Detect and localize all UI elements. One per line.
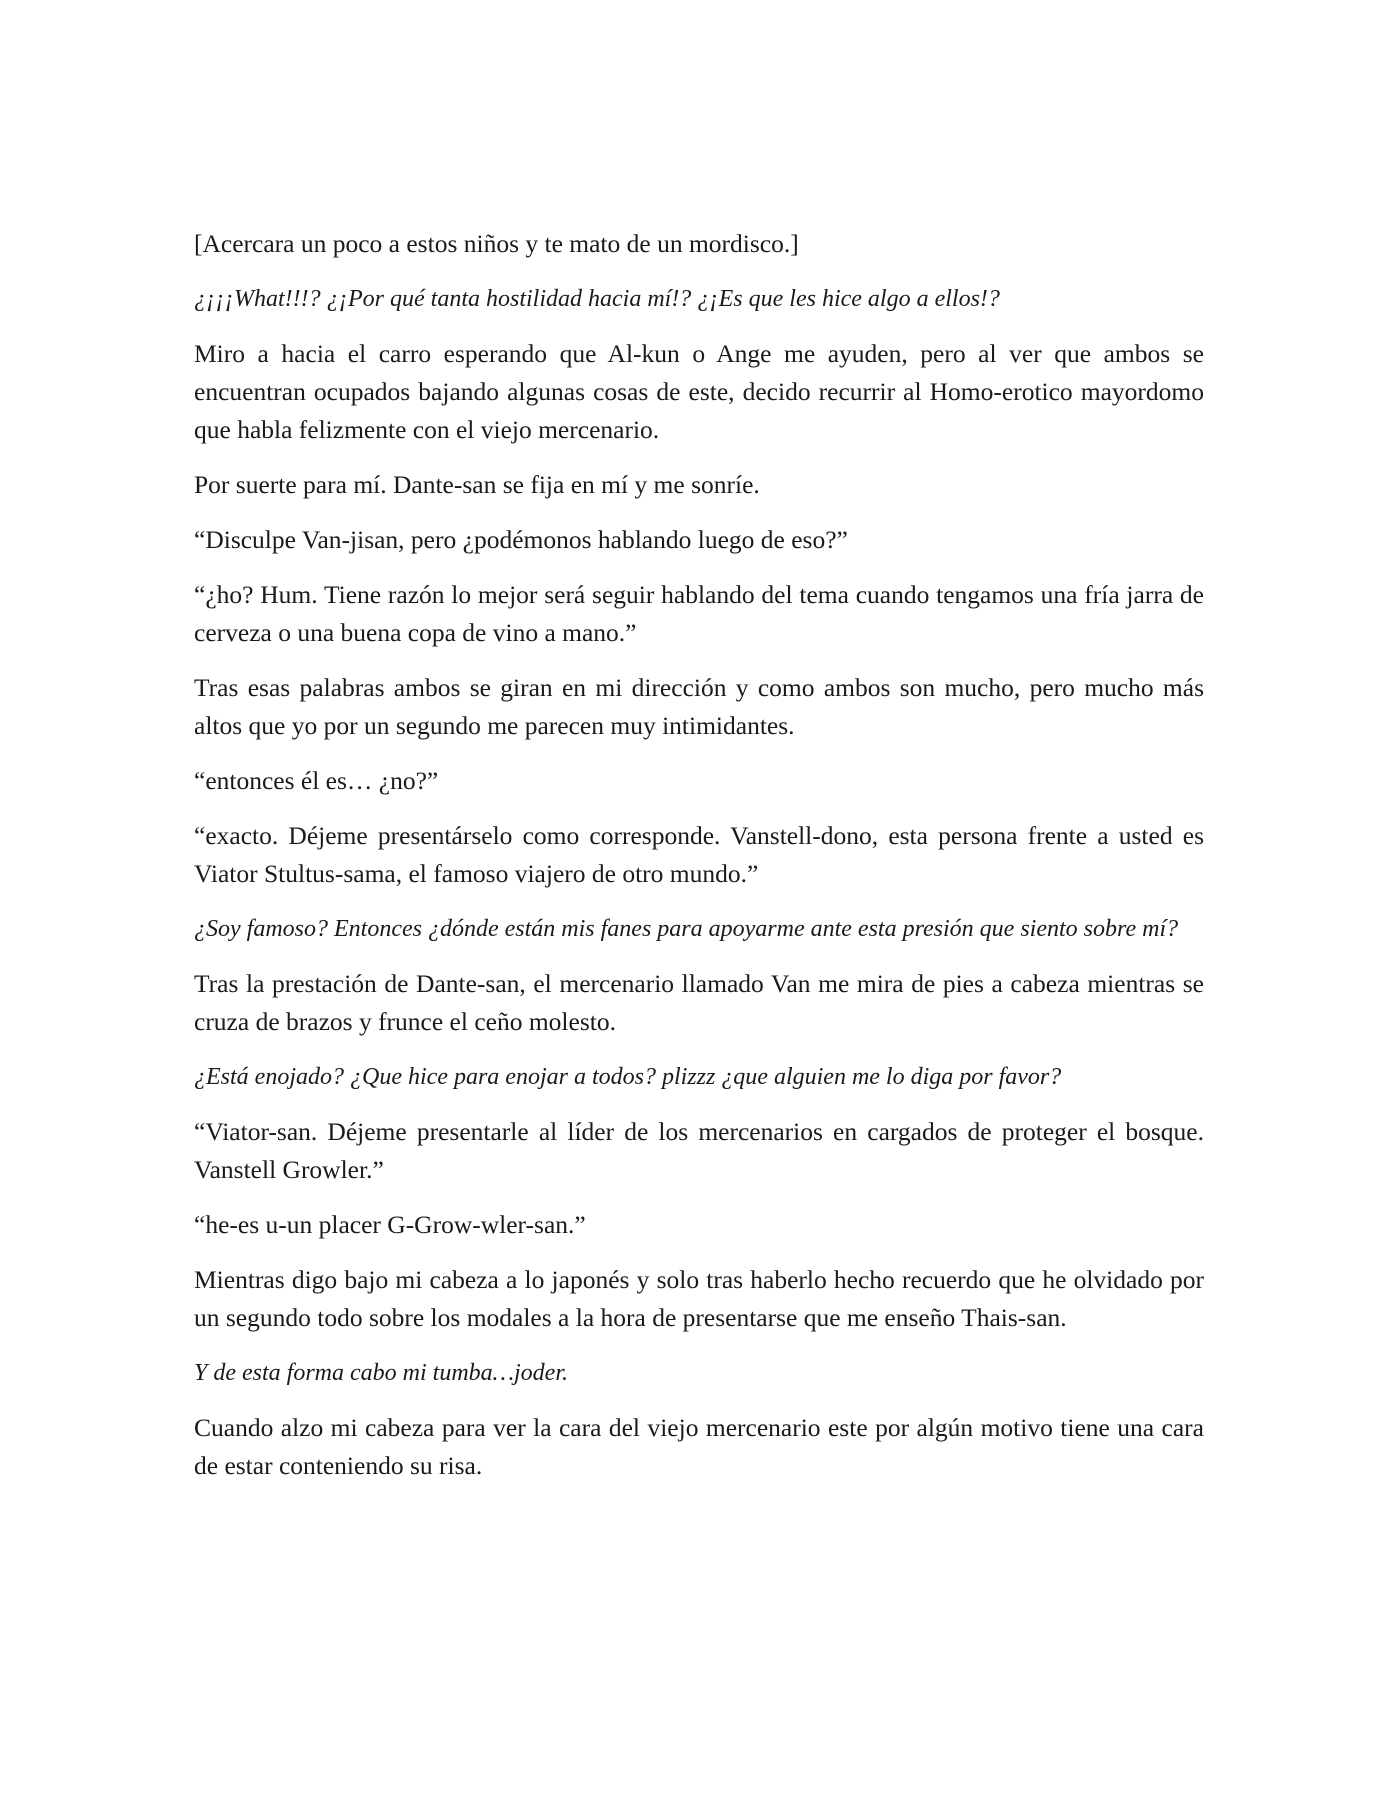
- paragraph-3: Miro a hacia el carro esperando que Al-kun o Ange me ayuden, pero al ver que ambos se encuentran ocupados bajando algunas cosas de este, decido recurrir al Homo-erotico mayordomo que habla felizmente con el viejo mercenario.: [194, 339, 1204, 444]
- paragraph-5-dialogue: “Disculpe Van-jisan, pero ¿podémonos hablando luego de eso?”: [194, 525, 848, 554]
- paragraph-7: Tras esas palabras ambos se giran en mi dirección y como ambos son mucho, pero mucho más altos que yo por un segundo me parecen muy intimidantes.: [194, 673, 1204, 740]
- document-body: [194, 225, 1204, 1502]
- paragraph-6-dialogue: “¿ho? Hum. Tiene razón lo mejor será seguir hablando del tema cuando tengamos una fría jarra de cerveza o una buena copa de vino a mano.”: [194, 580, 1204, 647]
- paragraph-15: Mientras digo bajo mi cabeza a lo japonés y solo tras haberlo hecho recuerdo que he olvidado por un segundo todo sobre los modales a la hora de presentarse que me enseño Thais-san.: [194, 1265, 1204, 1332]
- paragraph-16-thought: Y de esta forma cabo mi tumba…joder.: [194, 1360, 568, 1386]
- paragraph-8-dialogue: “entonces él es… ¿no?”: [194, 766, 439, 795]
- paragraph-10-thought: ¿Soy famoso? Entonces ¿dónde están mis fanes para apoyarme ante esta presión que siento sobre mí?: [194, 916, 1179, 942]
- paragraph-1: [Acercara un poco a estos niños y te mato de un mordisco.]: [194, 229, 799, 258]
- paragraph-11: Tras la prestación de Dante-san, el mercenario llamado Van me mira de pies a cabeza mientras se cruza de brazos y frunce el ceño molesto.: [194, 969, 1204, 1036]
- paragraph-13-dialogue: “Viator-san. Déjeme presentarle al líder de los mercenarios en cargados de proteger el bosque. Vanstell Growler.”: [194, 1117, 1204, 1184]
- paragraph-4: Por suerte para mí. Dante-san se fija en mí y me sonríe.: [194, 470, 760, 499]
- paragraph-2-thought: ¿¡¡¡What!!!? ¿¡Por qué tanta hostilidad hacia mí!? ¿¡Es que les hice algo a ellos!?: [194, 286, 1000, 312]
- paragraph-12-thought: ¿Está enojado? ¿Que hice para enojar a todos? plizzz ¿que alguien me lo diga por favor?: [194, 1064, 1062, 1090]
- paragraph-14-dialogue: “he-es u-un placer G-Grow-wler-san.”: [194, 1210, 586, 1239]
- paragraph-17: Cuando alzo mi cabeza para ver la cara del viejo mercenario este por algún motivo tiene una cara de estar conteniendo su risa.: [194, 1413, 1204, 1480]
- paragraph-9-dialogue: “exacto. Déjeme presentárselo como corresponde. Vanstell-dono, esta persona frente a usted es Viator Stultus-sama, el famoso viajero de otro mundo.”: [194, 821, 1204, 888]
